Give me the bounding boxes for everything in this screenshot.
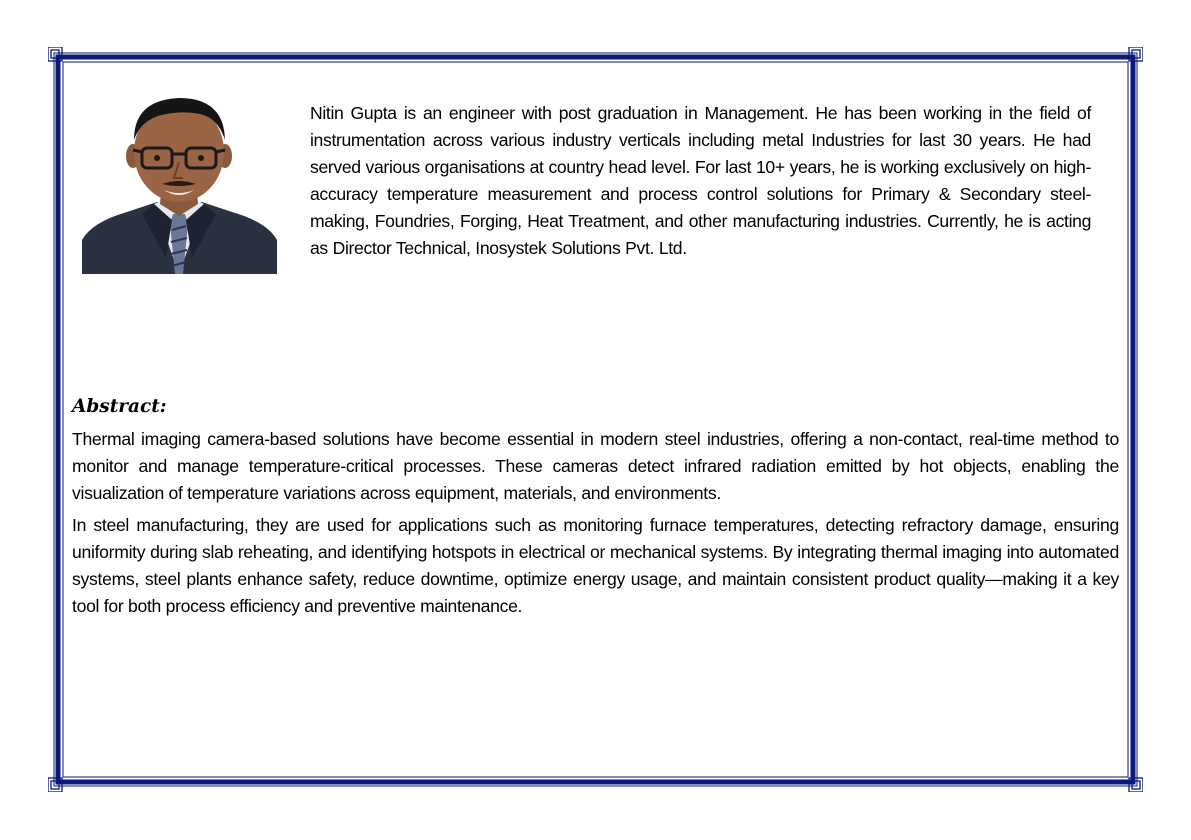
abstract-paragraph: In steel manufacturing, they are used for applications such as monitoring furnace temperatures, detecting refractory damage, ensuring uniformity during slab reheating, and identifying hotspots in electrical or mechanical systems. By integrating thermal imaging into automated systems, steel plants enhance safety, reduce downtime, optimize energy usage, and maintain consistent product quality—making it a key tool for both process efficiency and preventive maintenance. bbox=[72, 515, 1119, 616]
speaker-bio: Nitin Gupta is an engineer with post graduation in Management. He has been working in the field of instrumentation across various industry verticals including metal Industries for last 30 years. He had served various organisations at country head level. For last 10+ years, he is working exclusively on high-accuracy temperature measurement and process control solutions for Primary & Secondary steel-making, Foundries, Forging, Heat Treatment, and other manufacturing industries. Currently, he is acting as Director Technical, Inosystek Solutions Pvt. Ltd. bbox=[310, 103, 1091, 258]
speaker-portrait bbox=[82, 90, 277, 274]
abstract-paragraph: Thermal imaging camera-based solutions have become essential in modern steel industries, offering a non-contact, real-time method to monitor and manage temperature-critical processes. These cameras detect infrared radiation emitted by hot objects, enabling the visualization of temperature variations across equipment, materials, and environments. bbox=[72, 429, 1119, 503]
abstract-heading: Abstract: bbox=[72, 396, 167, 417]
abstract-body bbox=[72, 426, 1119, 625]
speaker-photo bbox=[82, 90, 277, 274]
